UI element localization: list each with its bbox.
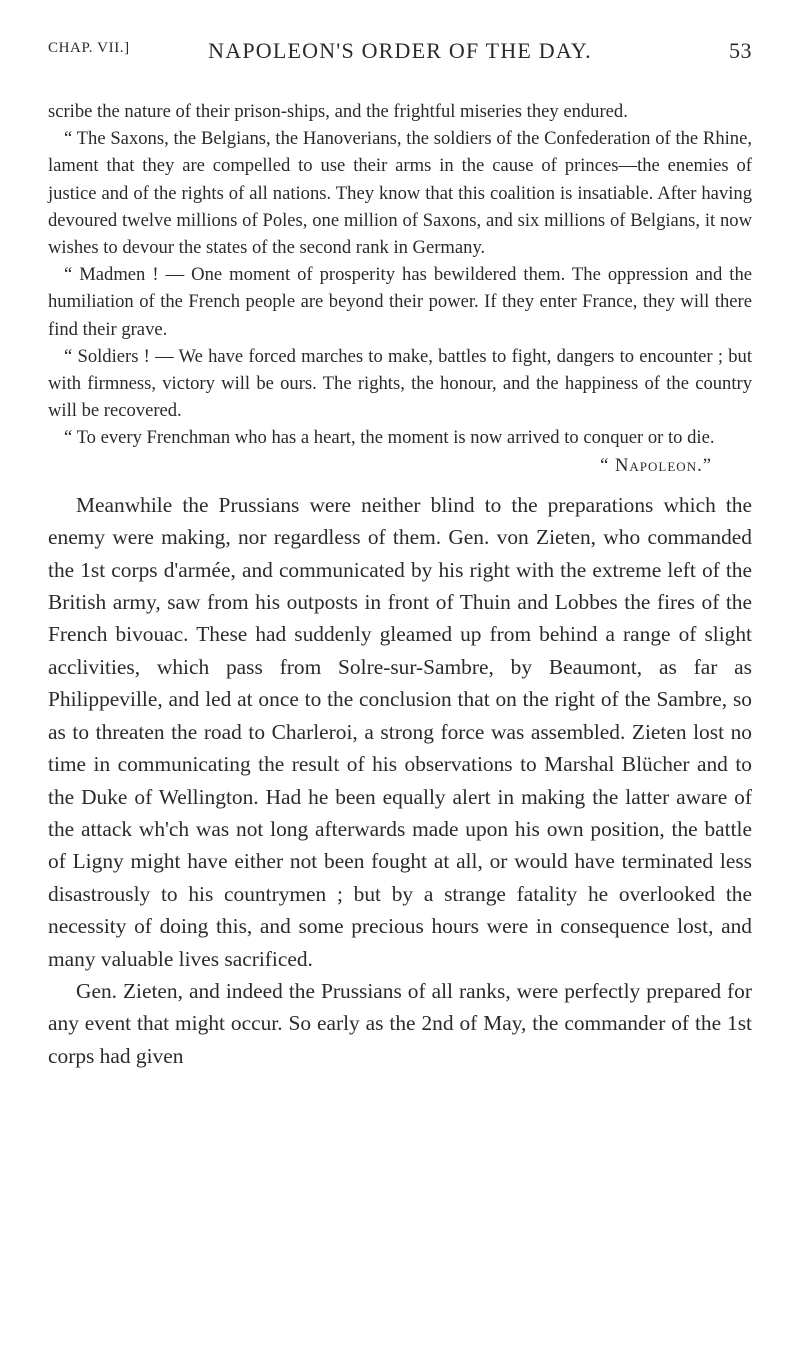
body-paragraph: Meanwhile the Prussians were neither blind to the preparations which the enemy were making, nor regardless of them. Gen. von Zieten, who commanded the 1st corps d'armée, and communicated by his right with the extreme left of the British army, saw from his outposts in front of Thuin and Lobbes the fires of the French bivouac. These had suddenly gleamed up from behind a range of slight acclivities, which pass from Solre-sur-Sambre, by Beaumont, as far as Philippeville, and led at once to the conclusion that on the right of the Sambre, so as to threaten the road to Charleroi, a strong force was assembled. Zieten lost no time in communicating the result of his observations to Marshal Blücher and to the Duke of Wellington. Had he been equally alert in making the latter aware of the attack wh'ch was not long afterwards made upon his own position, the battle of Ligny might have either not been fought at all, or would have terminated less disastrously to his countrymen ; but by a strange fatality he overlooked the necessity of doing this, and some precious hours were in consequence lost, and many valuable lives sacrificed. bbox=[48, 492, 752, 971]
quote-paragraph: scribe the nature of their prison-ships, and the frightful miseries they endured. bbox=[48, 101, 628, 122]
book-page bbox=[48, 38, 752, 1072]
proclamation-quote bbox=[48, 98, 752, 479]
chapter-marker: CHAP. VII.] bbox=[48, 40, 130, 56]
quote-paragraph: “ Soldiers ! — We have forced marches to make, battles to fight, dangers to encounter ; but with firmness, victory will be ours. The rights, the honour, and the happiness of the country will be recovered. bbox=[48, 345, 752, 422]
body-text bbox=[48, 489, 752, 1072]
running-head bbox=[48, 38, 752, 72]
quote-paragraph: “ The Saxons, the Belgians, the Hanoverians, the soldiers of the Confederation of the Rhine, lament that they are compelled to use their arms in the cause of princes—the enemies of justice and of the rights of all nations. They know that this coalition is insatiable. After having devoured twelve millions of Poles, one million of Saxons, and six millions of Belgians, it now wishes to devour the states of the second rank in Germany. bbox=[48, 128, 752, 259]
running-title: NAPOLEON'S ORDER OF THE DAY. bbox=[208, 38, 592, 63]
quote-paragraph: “ Madmen ! — One moment of prosperity has bewildered them. The oppression and the humiliation of the French people are beyond their power. If they enter France, they will there find their grave. bbox=[48, 264, 752, 340]
page-number: 53 bbox=[729, 38, 752, 63]
body-paragraph: Gen. Zieten, and indeed the Prussians of all ranks, were perfectly prepared for any event that might occur. So early as the 2nd of May, the commander of the 1st corps had given bbox=[48, 978, 752, 1068]
quote-signature: “ Napoleon.” bbox=[600, 454, 712, 476]
quote-paragraph: “ To every Frenchman who has a heart, the moment is now arrived to conquer or to die. bbox=[64, 427, 715, 449]
